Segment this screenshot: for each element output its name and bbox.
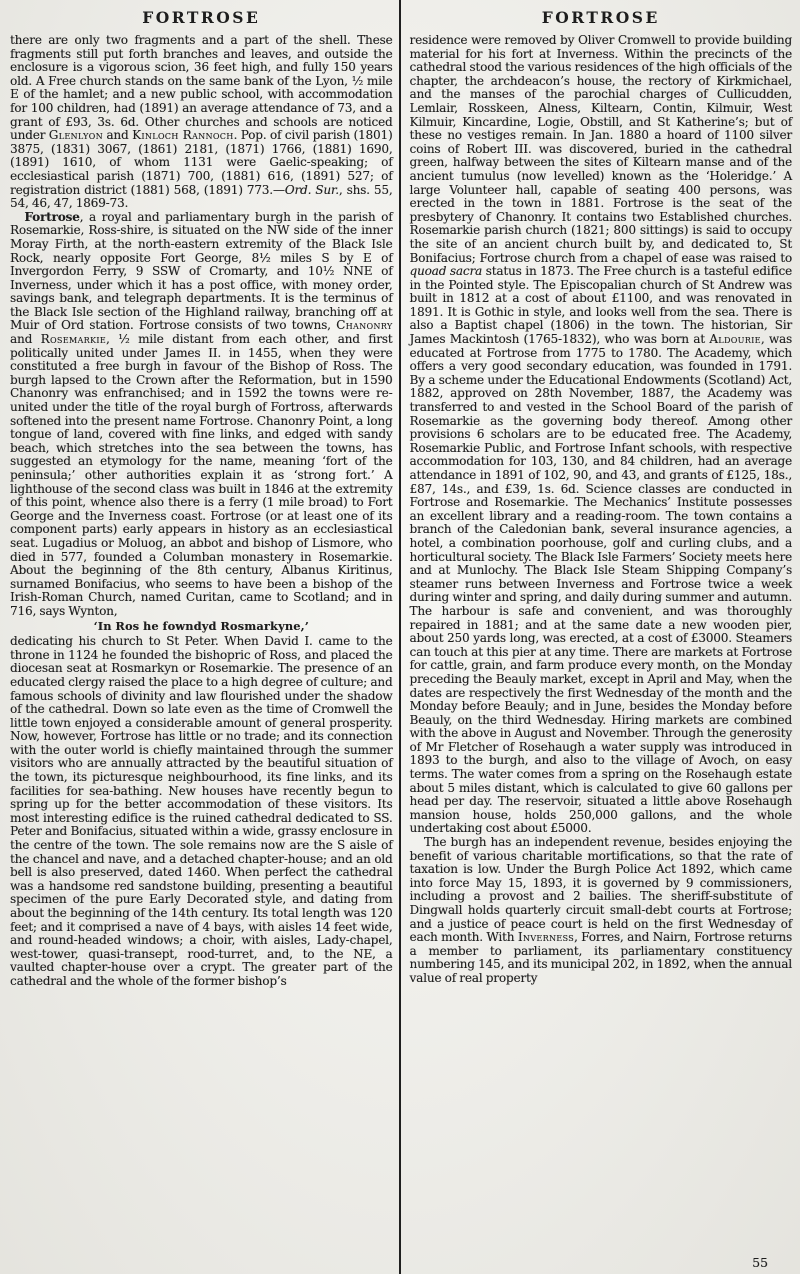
burgh-revenue-paragraph	[410, 836, 793, 986]
text-segment: ‘In Ros he fowndyd Rosmarkyne,’	[93, 618, 309, 633]
residence-continuation-paragraph	[410, 34, 793, 836]
text-segment: and	[10, 332, 41, 347]
text-segment: , a royal and parliamentary burgh in the parish of Rosemarkie, Ross-shire, is situated on the NW side of the inner Moray Firth, at the north-eastern extremity of the Black Isle Rock, nearly opposite Fort George, 8½ miles S by E of Invergordon Ferry, 9 SSW of Cromarty, and 10½ NNE of Inverness, under which it has a post office, with money order, savings bank, and telegraph departments. It is the terminus of the Black Isle section of the Highland railway, branching off at Muir of Ord station. Fortrose consists of two towns,	[10, 209, 393, 333]
text-segment: The burgh has an independent revenue, besides enjoying the benefit of various charitable mortifications, so that the rate of taxation is low. Under the Burgh Police Act 1892, which came into force May 15, 1893, it is governed by 9 commissioners, including a provost and 2 bailies. The sheriff-substitute of Dingwall holds quarterly circuit small-debt courts at Fortrose; and a justice of peace court is held on the first Wednesday of each month. With	[409, 835, 792, 945]
right-column-body	[410, 34, 793, 986]
text-segment: there are only two fragments and a part of the shell. These fragments still put forth branches and leaves, and outside the enclosure is a vigorous scion, 36 feet high, and fully 150 years old. A Free church stands on the same bank of the Lyon, ½ mile E of the hamlet; and a new public school, with accommodation for 100 children, had (1891) an average attendance of 73, and a grant of £93, 3s. 6d. Other churches and schools are noticed under	[10, 33, 393, 143]
left-column-header: FORTROSE	[142, 8, 261, 27]
text-segment: quoad sacra	[409, 264, 483, 279]
text-segment: dedicating his church to St Peter. When David I. came to the throne in 1124 he founded the bishopric of Ross, and placed the diocesan seat at Rosmarkyn or Rosemarkie. The presence of an educated clergy raised the place to a high degree of culture; and famous schools of divinity and law flourished under the shadow of the cathedral. Down so late even as the time of Cromwell the little town enjoyed a considerable amount of general prosperity. Now, however, Fortrose has little or no trade; and its connection with the outer world is chiefly maintained through the summer visitors who are annually attracted by the beautiful situation of the town, its picturesque neighbourhood, its fine links, and its facilities for sea-bathing. New houses have recently begun to spring up for the better accommodation of these visitors. Its most interesting edifice is the ruined cathedral dedicated to SS. Peter and Bonifacius, situated within a wide, grassy enclosure in the centre of the town. The sole remains now are the S aisle of the chancel and nave, and a detached chapter-house; and an old bell is also preserved, dated 1460. When perfect the cathedral was a handsome red sandstone building, presenting a beautiful specimen of the pure Early Decorated style, and dating from about the beginning of the 14th century. Its total length was 120 feet; and it comprised a nave of 4 bays, with aisles 14 feet wide, and round-headed windows; a choir, with aisles, Lady-chapel, west-tower, quasi-transept, rood-turret, and, to the NE, a vaulted chapter-house over a crypt. The greater part of the cathedral and the whole of the former bishop’s	[10, 634, 393, 988]
text-segment: , was educated at Fortrose from 1775 to 1780. The Academy, which offers a very good secondary education, was founded in 1791. By a scheme under the Educational Endowments (Scotland) Act, 1882, approved on 28th November, 1887, the Academy was transferred to and vested in the School Board of the parish of Rosemarkie as the governing body thereof. Among other provisions 6 scholars are to be educated free. The Academy, Rosemarkie Public, and Fortrose Infant schools, with respective accommodation for 103, 130, and 84 children, had an average attendance in 1891 of 102, 90, and 43, and grants of £125, 18s., £87, 14s., and £39, 1s. 6d. Science classes are conducted in Fortrose and Rosemarkie. The Mechanics’ Institute possesses an excellent library and a reading-room. The town contains a branch of the Caledonian bank, several insurance agencies, a hotel, a combination poorhouse, golf and curling clubs, and a horticultural society. The Black Isle Farmers’ Society meets here and at Munlochy. The Black Isle Steam Shipping Company’s steamer runs between Inverness and Fortrose twice a week during winter and spring, and daily during summer and autumn. The harbour is safe and convenient, and was thoroughly repaired in 1881; and at the same date a new wooden pier, about 250 yards long, was erected, at a cost of £3000. Steamers can touch at this pier at any time. There are markets at Fortrose for cattle, grain, and farm produce every month, on the Monday preceding the Beauly market, except in April and May, when the dates are respectively the first Wednesday of the month and the Monday before Beauly; and in June, besides the Monday before Beauly, on the third Wednesday. Hiring markets are combined with the above in August and November. Through the generosity of Mr Fletcher of Rosehaugh a water supply was introduced in 1893 to the burgh, and also to the village of Avoch, on easy terms. The water comes from a spring on the Rosehaugh estate about 5 miles distant, which is calculated to give 60 gallons per head per day. The reservoir, situated a little above Rosehaugh mansion house, holds 250,000 gallons, and the whole undertaking cost about £5000.	[409, 332, 792, 836]
text-segment: Glenlyon	[48, 128, 103, 143]
wynton-quote	[10, 620, 393, 634]
cathedral-history-paragraph	[10, 635, 393, 988]
left-column	[0, 0, 399, 1274]
left-column-body	[10, 34, 393, 989]
right-column-header: FORTROSE	[541, 8, 660, 27]
text-segment: , shs. 55, 54, 46, 47, 1869-73.	[10, 182, 393, 211]
text-segment: Ord. Sur.	[284, 182, 339, 197]
text-segment: Rosemarkie	[40, 332, 106, 347]
text-segment: residence were removed by Oliver Cromwell to provide building material for his fort at Inverness. Within the precincts of the cathedral stood the various residences of the high officials of the chapter, the archdeacon’s house, the rectory of Kirkmichael, and the manses of the parochial charges of Cullicudden, Lemlair, Rosskeen, Alness, Kiltearn, Contin, Kilmuir, West Kilmuir, Kincardine, Logie, Obstill, and St Katherine’s; but of these no vestiges remain. In Jan. 1880 a hoard of 1100 silver coins of Robert III. was discovered, buried in the cathedral green, halfway between the sites of Kiltearn manse and of the ancient tumulus (now levelled) known as the ‘Holeridge.’ A large Volunteer hall, capable of seating 400 persons, was erected in the town in 1881. Fortrose is the seat of the presbytery of Chanonry. It contains two Established churches. Rosemarkie parish church (1821; 800 sittings) is said to occupy the site of an ancient church built by, and dedicated to, St Bonifacius; Fortrose church from a chapel of ease was raised to	[409, 33, 792, 265]
fortrose-entry-paragraph	[10, 211, 393, 619]
text-segment: , Forres, and Nairn, Fortrose returns a member to parliament, its parliamentary constituency numbering 145, and its municipal 202, in 1892, when the annual value of real property	[409, 930, 792, 985]
text-segment: Aldourie	[709, 332, 761, 347]
text-segment: Chanonry	[336, 318, 393, 333]
right-column	[401, 0, 800, 1274]
text-segment: Inverness	[517, 930, 575, 945]
text-segment: and	[102, 128, 133, 143]
text-segment: status in 1873. The Free church is a tasteful edifice in the Pointed style. The Episcopalian church of St Andrew was built in 1812 at a cost of about £1100, and was renovated in 1891. It is Gothic in style, and looks well from the sea. There is also a Baptist chapel (1806) in the town. The historian, Sir James Mackintosh (1765-1832), who was born at	[409, 264, 792, 347]
text-segment: Kinloch Rannoch	[132, 128, 234, 143]
text-segment: , ½ mile distant from each other, and first politically united under James II. in 1455, when they were constituted a free burgh in favour of the Bishop of Ross. The burgh lapsed to the Crown after the Reformation, but in 1590 Chanonry was enfranchised; and in 1592 the towns were re-united under the title of the royal burgh of Fortross, afterwards softened into the present name Fortrose. Chanonry Point, a long tongue of land, covered with fine links, and edged with sandy beach, which stretches into the sea between the towns, has suggested an etymology for the name, meaning ‘fort of the peninsula;’ other authorities explain it as ‘strong fort.’ A lighthouse of the second class was built in 1846 at the extremity of this point, whence also there is a ferry (1 mile broad) to Fort George and the Inverness coast. Fortrose (or at least one of its component parts) early appears in history as an ecclesiastical seat. Lugadius or Moluog, an abbot and bishop of Lismore, who died in 577, founded a Columban monastery in Rosemarkie. About the beginning of the 8th century, Albanus Kiritinus, surnamed Bonifacius, who seems to have been a bishop of the Irish-Roman Church, named Curitan, came to Scotland; and in 716, says Wynton,	[10, 332, 393, 618]
continuation-paragraph	[10, 34, 393, 211]
text-segment: Fortrose	[24, 209, 80, 224]
page-number: 55	[752, 1255, 768, 1270]
text-segment: . Pop. of civil parish (1801) 3875, (1831) 3067, (1861) 2181, (1871) 1766, (1881) 1690, (1891) 1610, of whom 1131 were Gaelic-speaking; of ecclesiastical parish (1871) 700, (1881) 616, (1891) 527; of registration district (1881) 568, (1891) 773.—	[10, 128, 393, 197]
